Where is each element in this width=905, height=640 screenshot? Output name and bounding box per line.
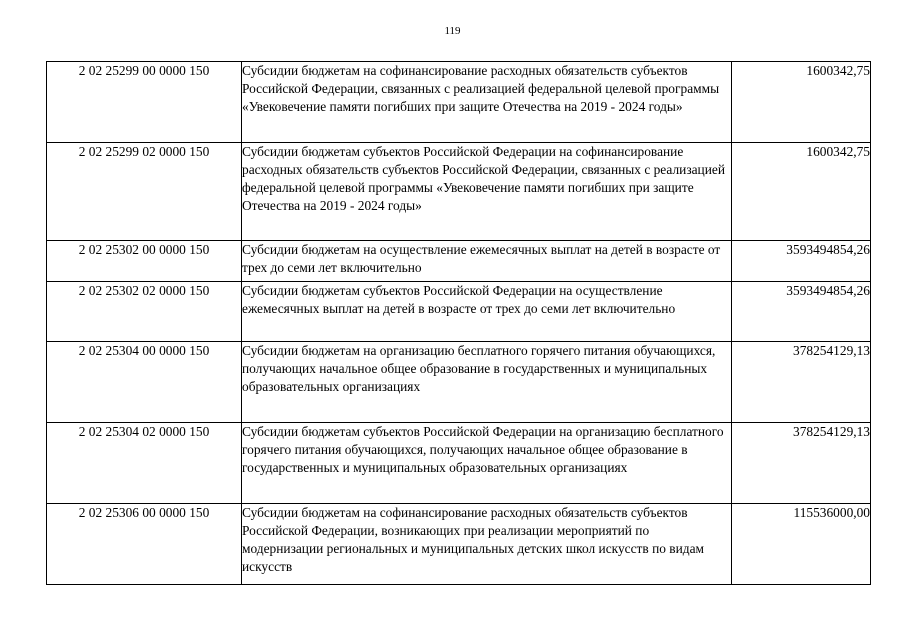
budget-description: Субсидии бюджетам на софинансирование расходных обязательств субъектов Российской Федерации, возникающих при реализации мероприятий по модернизации региональных и муниципальных детских школ искусств по видам искусств [242, 504, 732, 585]
budget-amount: 3593494854,26 [732, 241, 871, 282]
budget-code: 2 02 25304 02 0000 150 [47, 423, 242, 504]
budget-code: 2 02 25302 00 0000 150 [47, 241, 242, 282]
budget-code: 2 02 25299 02 0000 150 [47, 143, 242, 241]
budget-description: Субсидии бюджетам субъектов Российской Федерации на осуществление ежемесячных выплат на детей в возрасте от трех до семи лет включительно [242, 282, 732, 342]
budget-code: 2 02 25306 00 0000 150 [47, 504, 242, 585]
budget-description: Субсидии бюджетам субъектов Российской Федерации на софинансирование расходных обязательств субъектов Российской Федерации, связанных с реализацией федеральной целевой программы «Увековечение памяти погибших при защите Отечества на 2019 - 2024 годы» [242, 143, 732, 241]
table-row [47, 504, 871, 585]
budget-amount: 115536000,00 [732, 504, 871, 585]
table-row [47, 62, 871, 143]
table-row [47, 241, 871, 282]
budget-amount: 3593494854,26 [732, 282, 871, 342]
table-row [47, 342, 871, 423]
budget-description: Субсидии бюджетам субъектов Российской Федерации на организацию бесплатного горячего питания обучающихся, получающих начальное общее образование в государственных и муниципальных образовательных организациях [242, 423, 732, 504]
budget-code: 2 02 25304 00 0000 150 [47, 342, 242, 423]
budget-code: 2 02 25302 02 0000 150 [47, 282, 242, 342]
budget-amount: 1600342,75 [732, 143, 871, 241]
budget-amount: 1600342,75 [732, 62, 871, 143]
budget-amount: 378254129,13 [732, 342, 871, 423]
page-number: 119 [444, 25, 461, 37]
budget-table [46, 61, 871, 585]
table-row [47, 282, 871, 342]
budget-amount: 378254129,13 [732, 423, 871, 504]
budget-description: Субсидии бюджетам на осуществление ежемесячных выплат на детей в возрасте от трех до семи лет включительно [242, 241, 732, 282]
table-row [47, 423, 871, 504]
table-row [47, 143, 871, 241]
budget-description: Субсидии бюджетам на софинансирование расходных обязательств субъектов Российской Федерации, связанных с реализацией федеральной целевой программы «Увековечение памяти погибших при защите Отечества на 2019 - 2024 годы» [242, 62, 732, 143]
budget-code: 2 02 25299 00 0000 150 [47, 62, 242, 143]
budget-description: Субсидии бюджетам на организацию бесплатного горячего питания обучающихся, получающих начальное общее образование в государственных и муниципальных образовательных организациях [242, 342, 732, 423]
